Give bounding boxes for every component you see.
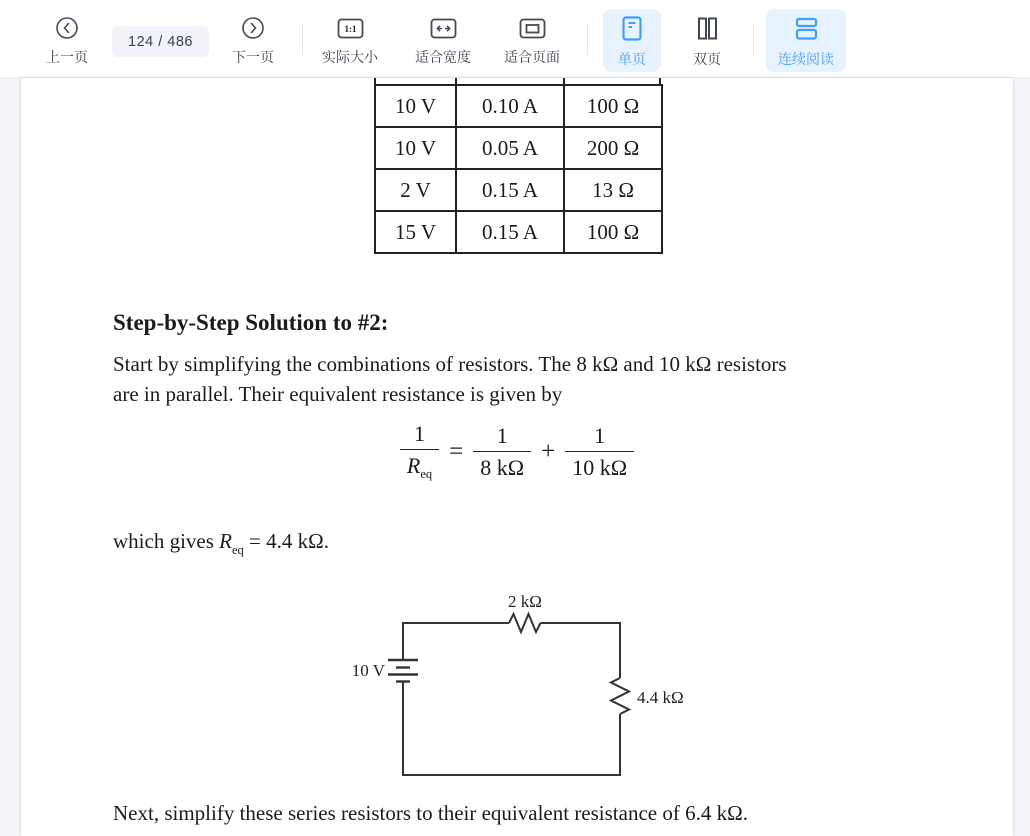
body-paragraph	[113, 350, 787, 409]
toolbar-divider	[302, 23, 303, 55]
actual-size-button[interactable]	[318, 9, 382, 72]
paragraph-line: Start by simplifying the combinations of resistors. The 8 kΩ and 10 kΩ resistors	[113, 352, 787, 376]
fraction-lhs: $\frac{1}{R_{eq}}$	[400, 423, 439, 481]
prev-page-label: 上一页	[46, 49, 88, 65]
single-page-icon	[620, 15, 644, 47]
fraction-term2: $\frac{1}{10 k\Omega}$	[565, 425, 634, 480]
fit-page-icon	[519, 17, 546, 45]
document-page	[21, 78, 1013, 836]
table-row	[375, 127, 662, 169]
table-row	[375, 211, 662, 253]
double-page-button[interactable]	[679, 9, 735, 72]
continuous-reading-icon	[793, 15, 820, 47]
svg-text:1:1: 1:1	[344, 23, 356, 34]
prev-page-button[interactable]	[39, 9, 95, 72]
double-page-icon	[694, 15, 721, 47]
table-cell: 200 Ω	[564, 127, 662, 169]
wire-top-right	[541, 623, 621, 678]
table-cell: 100 Ω	[564, 85, 662, 127]
plus-sign: +	[541, 438, 556, 465]
wire-top-left	[403, 623, 509, 659]
table-cell: 10 V	[375, 85, 456, 127]
table-cell: 100 Ω	[564, 211, 662, 253]
fit-page-label: 适合页面	[504, 48, 560, 65]
table-cell: 0.15 A	[456, 211, 564, 253]
table-cell: 0.15 A	[456, 169, 564, 211]
body-paragraph: Next, simplify these series resistors to their equivalent resistance of 6.4 kΩ.	[113, 801, 748, 825]
table-cell: 0.05 A	[456, 127, 564, 169]
next-page-label: 下一页	[232, 49, 274, 65]
table-cell: 15 V	[375, 211, 456, 253]
chevron-right-circle-icon	[241, 16, 265, 45]
page-number-input[interactable]: 124 / 486	[112, 26, 209, 57]
actual-size-label: 实际大小	[322, 48, 378, 65]
fit-width-label: 适合宽度	[415, 48, 471, 65]
table-cell: 0.10 A	[456, 85, 564, 127]
single-page-label: 单页	[618, 50, 646, 67]
single-page-button[interactable]	[603, 9, 661, 72]
table-row	[375, 169, 662, 211]
continuous-reading-label: 连续阅读	[778, 50, 834, 67]
circuit-diagram	[341, 583, 711, 788]
right-resistor-label: 4.4 kΩ	[637, 688, 684, 707]
next-page-button[interactable]	[225, 9, 281, 72]
toolbar-divider	[753, 23, 754, 55]
document-viewport[interactable]	[0, 78, 1030, 836]
fit-page-button[interactable]	[500, 9, 564, 72]
source-label: 10 V	[351, 661, 385, 680]
double-page-label: 双页	[693, 50, 721, 67]
measurement-table	[374, 84, 663, 254]
table-cell: 10 V	[375, 127, 456, 169]
table-cell: 2 V	[375, 169, 456, 211]
result-line: which gives $R_{eq} = 4.4$ kΩ.	[113, 529, 329, 557]
fit-width-icon	[430, 17, 457, 45]
actual-size-icon	[337, 17, 364, 45]
top-resistor-label: 2 kΩ	[508, 592, 542, 611]
resistor-zigzag-top	[509, 614, 541, 632]
table-cell: 13 Ω	[564, 169, 662, 211]
resistor-zigzag-right	[611, 678, 629, 714]
fit-width-button[interactable]	[411, 9, 475, 72]
continuous-reading-button[interactable]	[766, 9, 846, 72]
toolbar-divider	[587, 23, 588, 55]
table-row	[375, 85, 662, 127]
chevron-left-circle-icon	[55, 16, 79, 45]
paragraph-line: are in parallel. Their equivalent resistance is given by	[113, 381, 563, 406]
equation	[21, 423, 1013, 481]
pdf-toolbar	[0, 0, 1030, 78]
wire-bottom	[403, 682, 620, 775]
equals-sign: =	[449, 438, 464, 465]
section-heading: Step-by-Step Solution to #2:	[113, 310, 389, 335]
fraction-term1: $\frac{1}{8 k\Omega}$	[473, 425, 531, 480]
